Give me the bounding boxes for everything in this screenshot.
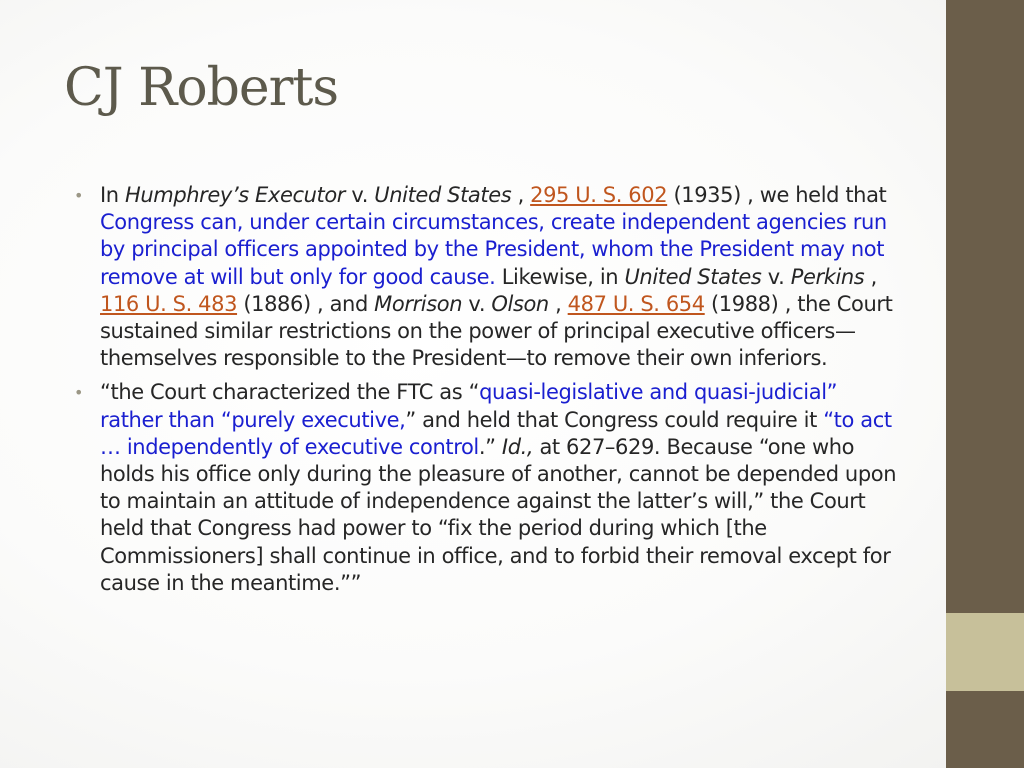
body-text: ” and held that Congress could require it <box>405 407 824 432</box>
italic-text: Perkins <box>790 264 865 289</box>
bullet-item <box>72 379 902 597</box>
highlighted-text: “to act … independently of executive control <box>100 407 892 459</box>
citation-link[interactable]: 487 U. S. 654 <box>567 291 705 316</box>
body-text: v. <box>462 291 492 316</box>
italic-text: Morrison <box>374 291 463 316</box>
body-text: (1935) , we held that <box>667 183 887 207</box>
body-text: at 627–629. Because “one who holds his office only during the pleasure of another, cannot be depended upon to maintain an attitude of independence against the latter’s will,” the Court held that Congress had power to “fix the period during which [the Commissioners] shall continue in office, and to forbid their removal except for cause in the meantime.”” <box>100 434 897 595</box>
italic-text: United States <box>624 264 762 289</box>
body-text: v. <box>761 264 791 289</box>
body-text: Likewise, in <box>495 264 625 289</box>
highlighted-text: quasi-legislative and quasi-judicial” rather than “purely executive, <box>100 380 838 432</box>
body-text: , <box>548 291 568 316</box>
body-text: (1886) , and <box>237 291 375 316</box>
slide-title: CJ Roberts <box>64 58 339 118</box>
body-text: , <box>511 183 531 207</box>
body-text: v. <box>345 183 375 207</box>
italic-text: United States <box>374 183 512 207</box>
body-text: “the Court characterized the FTC as “ <box>100 380 480 405</box>
highlighted-text: Congress can, under certain circumstances, create independent agencies run by principal officers appointed by the President, whom the President may not remove at will but only for good cause. <box>100 210 887 289</box>
bullet-item <box>72 182 902 372</box>
body-text: In <box>100 183 125 207</box>
decorative-sidebar-band <box>946 613 1024 691</box>
italic-text: Humphrey’s Executor <box>124 183 346 207</box>
decorative-sidebar <box>946 0 1024 768</box>
body-text: , <box>864 264 877 289</box>
body-text: (1988) , the Court sustained similar restrictions on the power of principal executive officers—themselves responsible to the President—to remove their own inferiors. <box>100 291 893 371</box>
citation-link[interactable]: 295 U. S. 602 <box>530 183 668 207</box>
citation-link[interactable]: 116 U. S. 483 <box>100 291 238 316</box>
bullet-icon: • <box>74 186 84 205</box>
italic-text: Id., <box>501 434 534 459</box>
bullet-list <box>72 182 902 604</box>
italic-text: Olson <box>491 291 549 316</box>
bullet-icon: • <box>74 383 84 403</box>
body-text: .” <box>478 434 502 459</box>
